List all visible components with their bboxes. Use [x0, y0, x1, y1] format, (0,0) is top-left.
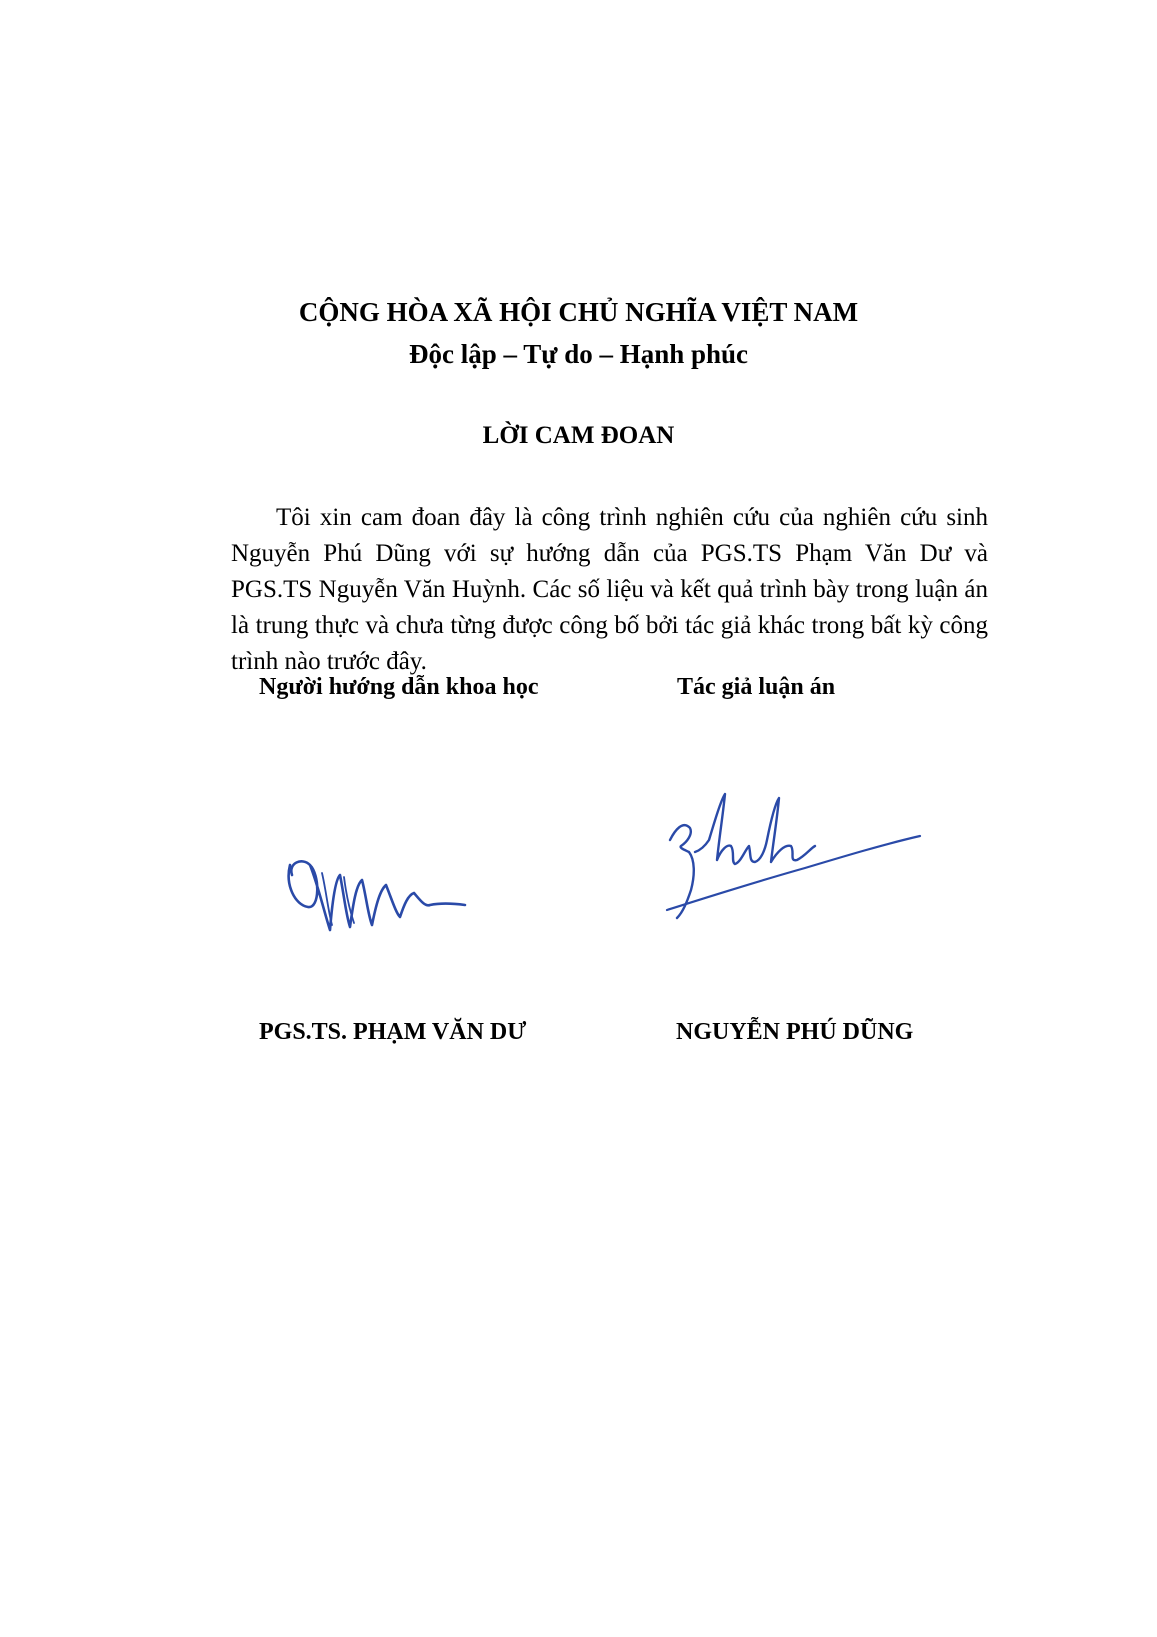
- supervisor-role-label: Người hướng dẫn khoa học: [259, 674, 539, 700]
- supervisor-signature: [280, 845, 470, 935]
- national-title: CỘNG HÒA XÃ HỘI CHỦ NGHĨA VIỆT NAM: [298, 297, 859, 327]
- author-signature: [665, 790, 925, 930]
- supervisor-name: PGS.TS. PHẠM VĂN DƯ: [259, 1019, 527, 1045]
- author-role-label: Tác giả luận án: [677, 674, 836, 700]
- author-name: NGUYỄN PHÚ DŨNG: [676, 1019, 914, 1045]
- declaration-paragraph: Tôi xin cam đoan đây là công trình nghiên cứu của nghiên cứu sinh Nguyễn Phú Dũng với sự hướng dẫn của PGS.TS Phạm Văn Dư và PGS.TS Nguyễn Văn Huỳnh. Các số liệu và kết quả trình bày trong luận án là trung thực và chưa từng được công bố bởi tác giả khác trong bất kỳ công trình nào trước đây.: [231, 504, 988, 675]
- national-motto: Độc lập – Tự do – Hạnh phúc: [408, 339, 749, 369]
- document-title: LỜI CAM ĐOAN: [482, 422, 675, 449]
